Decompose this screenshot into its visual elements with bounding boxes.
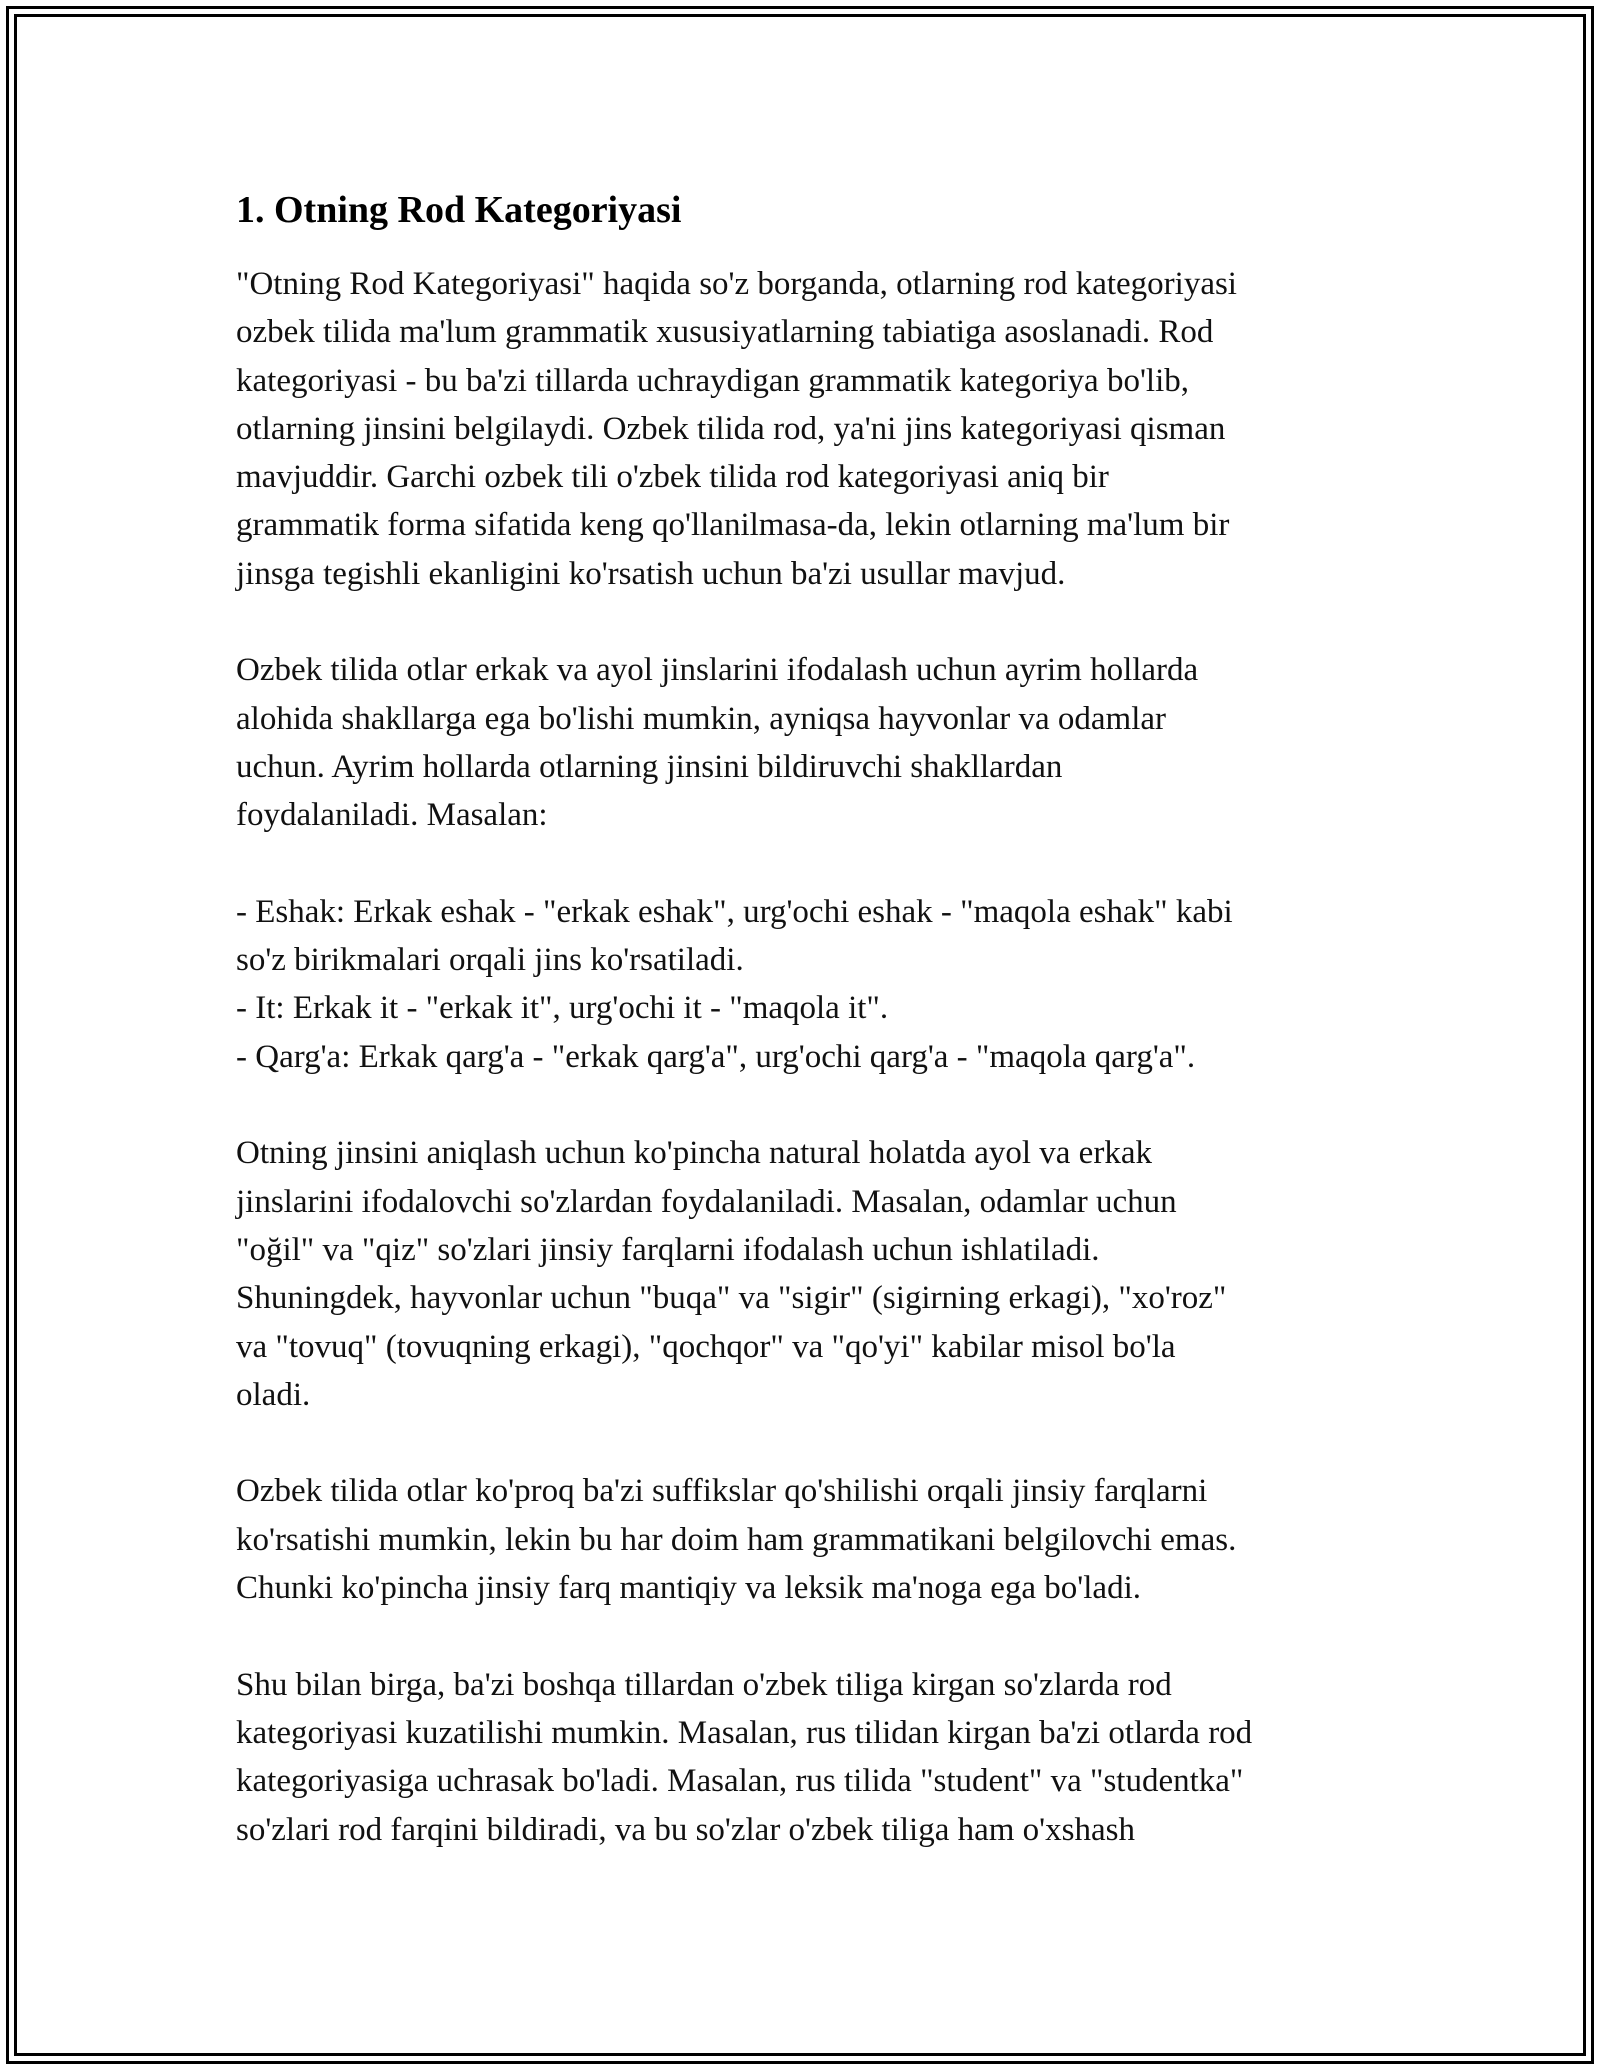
paragraph-1: [236, 260, 1376, 598]
text-line: Otning jinsini aniqlash uchun ko'pincha natural holatda ayol va erkak: [236, 1135, 1152, 1172]
text-line: Shuningdek, hayvonlar uchun "buqa" va "sigir" (sigirning erkagi), "xo'roz": [236, 1280, 1227, 1317]
text-line: kategoriyasi - bu ba'zi tillarda uchraydigan grammatik kategoriya bo'lib,: [236, 362, 1189, 399]
text-line: ko'rsatishi mumkin, lekin bu har doim ham grammatikani belgilovchi emas.: [236, 1521, 1237, 1558]
text-line: Ozbek tilida otlar ko'proq ba'zi suffikslar qo'shilishi orqali jinsiy farqlarni: [236, 1473, 1208, 1510]
text-line: mavjuddir. Garchi ozbek tili o'zbek tilida rod kategoriyasi aniq bir: [236, 459, 1109, 496]
paragraph-4: [236, 1467, 1376, 1612]
text-line: kategoriyasiga uchrasak bo'ladi. Masalan, rus tilida "student" va "studentka": [236, 1763, 1244, 1800]
paragraph-5: [236, 1661, 1376, 1854]
text-line: Chunki ko'pincha jinsiy farq mantiqiy va leksik ma'noga ega bo'ladi.: [236, 1570, 1141, 1607]
list-item-continuation: so'z birikmalari orqali jins ko'rsatiladi.: [236, 942, 744, 979]
text-line: jinsga tegishli ekanligini ko'rsatish uchun ba'zi usullar mavjud.: [236, 555, 1066, 592]
list-item: - It: Erkak it - "erkak it", urg'ochi it - "maqola it".: [236, 990, 889, 1027]
text-line: Shu bilan birga, ba'zi boshqa tillardan o'zbek tiliga kirgan so'zlarda rod: [236, 1666, 1172, 1703]
paragraph-2: [236, 646, 1376, 839]
text-line: va "tovuq" (tovuqning erkagi), "qochqor" va "qo'yi" kabilar misol bo'la: [236, 1328, 1176, 1365]
text-line: grammatik forma sifatida keng qo'llanilmasa-da, lekin otlarning ma'lum bir: [236, 507, 1230, 544]
section-heading: 1. Otning Rod Kategoriyasi: [236, 189, 682, 231]
text-line: jinslarini ifodalovchi so'zlardan foydalaniladi. Masalan, odamlar uchun: [236, 1183, 1177, 1220]
paragraph-3: [236, 1129, 1376, 1419]
text-line: ozbek tilida ma'lum grammatik xususiyatlarning tabiatiga asoslanadi. Rod: [236, 314, 1214, 351]
examples-list: [236, 888, 1376, 1081]
text-line: "oğil" va "qiz" so'zlari jinsiy farqlarni ifodalash uchun ishlatiladi.: [236, 1231, 1100, 1268]
text-line: oladi.: [236, 1376, 311, 1413]
text-line: alohida shakllarga ega bo'lishi mumkin, ayniqsa hayvonlar va odamlar: [236, 700, 1167, 737]
text-line: kategoriyasi kuzatilishi mumkin. Masalan, rus tilidan kirgan ba'zi otlarda rod: [236, 1714, 1253, 1751]
text-line: "Otning Rod Kategoriyasi" haqida so'z borganda, otlarning rod kategoriyasi: [236, 266, 1237, 302]
text-line: so'zlari rod farqini bildiradi, va bu so'zlar o'zbek tiliga ham o'xshash: [236, 1811, 1135, 1848]
text-line: foydalaniladi. Masalan:: [236, 797, 548, 834]
document-body: [236, 186, 1376, 1902]
text-line: otlarning jinsini belgilaydi. Ozbek tilida rod, ya'ni jins kategoriyasi qisman: [236, 410, 1226, 447]
text-line: uchun. Ayrim hollarda otlarning jinsini bildiruvchi shakllardan: [236, 748, 1063, 785]
list-item: - Eshak: Erkak eshak - "erkak eshak", urg'ochi eshak - "maqola eshak" kabi: [236, 893, 1233, 930]
list-item: - Qarg'a: Erkak qarg'a - "erkak qarg'a", urg'ochi qarg'a - "maqola qarg'a".: [236, 1038, 1196, 1075]
text-line: Ozbek tilida otlar erkak va ayol jinslarini ifodalash uchun ayrim hollarda: [236, 652, 1199, 689]
